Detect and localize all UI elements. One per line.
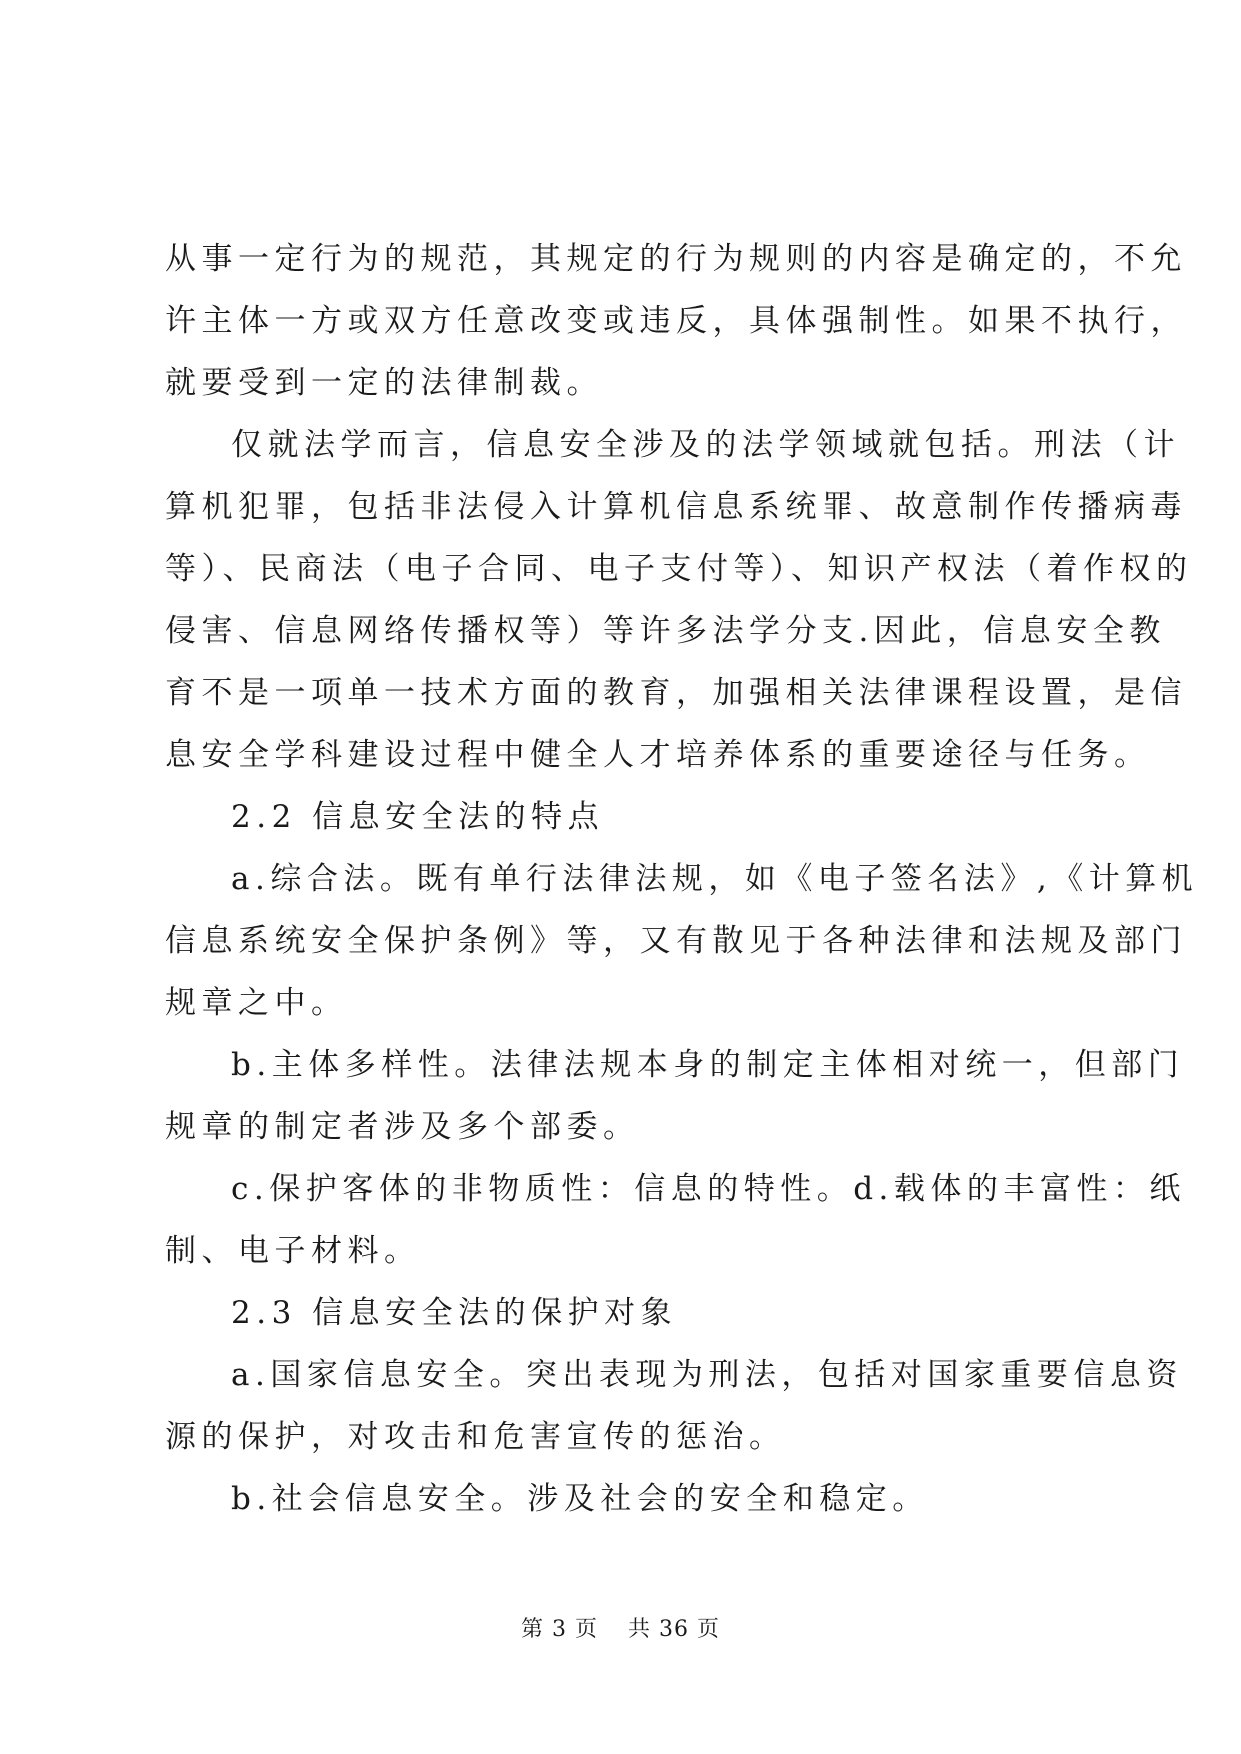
- body-line: 仅就法学而言，信息安全涉及的法学领域就包括。刑法（计: [231, 427, 1180, 463]
- body-line: 规章的制定者涉及多个部委。: [165, 1109, 640, 1145]
- section-heading: 2.2 信息安全法的特点: [231, 799, 605, 835]
- body-line: 息安全学科建设过程中健全人才培养体系的重要途径与任务。: [165, 737, 1151, 773]
- body-line: a.综合法。既有单行法律法规，如《电子签名法》,《计算机: [231, 861, 1199, 897]
- body-line: 源的保护，对攻击和危害宣传的惩治。: [165, 1419, 786, 1455]
- page-number: 第 3 页: [521, 1617, 598, 1642]
- body-line: 信息系统安全保护条例》等，又有散见于各种法律和法规及部门: [165, 923, 1187, 959]
- total-pages: 共 36 页: [628, 1617, 720, 1642]
- body-line: 许主体一方或双方任意改变或违反，具体强制性。如果不执行，: [165, 303, 1187, 339]
- body-line: b.社会信息安全。涉及社会的安全和稳定。: [231, 1481, 929, 1517]
- body-line: 等）、民商法（电子合同、电子支付等）、知识产权法（着作权的: [165, 551, 1193, 587]
- body-line: c.保护客体的非物质性：信息的特性。d.载体的丰富性：纸: [231, 1171, 1186, 1207]
- body-line: 算机犯罪，包括非法侵入计算机信息系统罪、故意制作传播病毒: [165, 489, 1187, 525]
- document-body: [165, 228, 1199, 1530]
- section-heading: 2.3 信息安全法的保护对象: [231, 1295, 678, 1331]
- page-footer: [0, 1612, 1241, 1643]
- body-line: 制、电子材料。: [165, 1233, 421, 1269]
- body-line: 从事一定行为的规范，其规定的行为规则的内容是确定的，不允: [165, 241, 1187, 277]
- body-line: 就要受到一定的法律制裁。: [165, 365, 603, 401]
- body-line: 规章之中。: [165, 985, 348, 1021]
- body-line: b.主体多样性。法律法规本身的制定主体相对统一，但部门: [231, 1047, 1185, 1083]
- body-line: 育不是一项单一技术方面的教育，加强相关法律课程设置，是信: [165, 675, 1187, 711]
- body-line: 侵害、信息网络传播权等）等许多法学分支.因此，信息安全教: [165, 613, 1166, 649]
- body-line: a.国家信息安全。突出表现为刑法，包括对国家重要信息资: [231, 1357, 1183, 1393]
